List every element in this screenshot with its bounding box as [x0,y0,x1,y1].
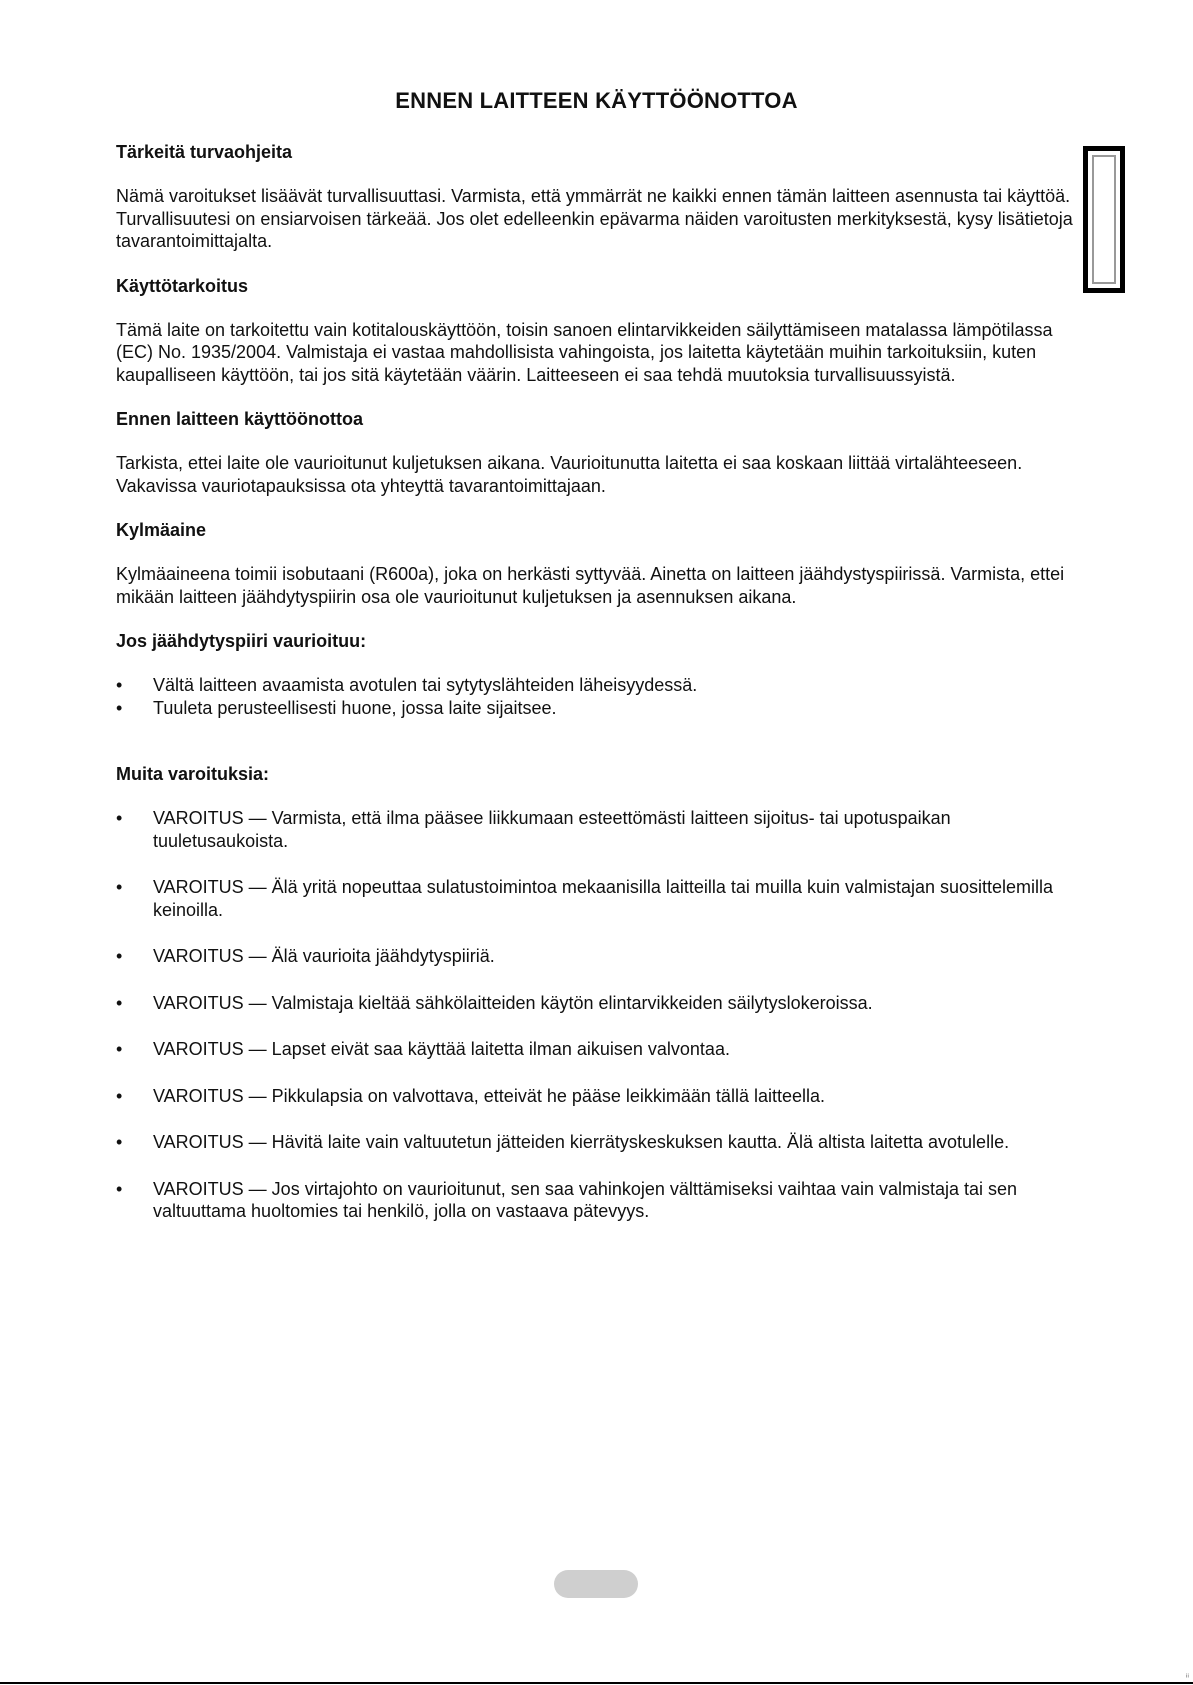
section-text-refrigerant: Kylmäaineena toimii isobutaani (R600a), joka on herkästi syttyvää. Ainetta on laitteen jäähdystyspiirissä. Varmista, ettei mikään laitteen jäähdytyspiirin osa ole vaurioitunut kuljetuksen ja asennuksen aikana. [116,564,1065,607]
list-item: • VAROITUS — Hävitä laite vain valtuutetun jätteiden kierrätyskeskuksen kautta. Älä altista laitetta avotulelle. [116,1132,1010,1152]
circuit-list [116,674,1081,719]
bullet-icon: • [116,1039,123,1059]
list-item: • VAROITUS — Valmistaja kieltää sähkölaitteiden käytön elintarvikkeiden säilytyslokeroissa. [116,992,873,1013]
section-text-safety: Nämä varoitukset lisäävät turvallisuuttasi. Varmista, että ymmärrät ne kaikki ennen tämän laitteen asennusta tai käyttöä. Turvallisuutesi on ensiarvoisen tärkeää. Jos olet edelleenkin epävarma näiden varoitusten merkityksestä, kysy lisätietoja tavarantoimittajalta. [116,186,1073,251]
section-heading-before-use: Ennen laitteen käyttöönottoa [116,409,364,429]
bullet-icon: • [116,946,123,966]
section-heading-refrigerant: Kylmäaine [116,520,207,540]
bullet-icon: • [116,877,123,897]
corner-mark: ⁱⁱ [1185,1672,1189,1682]
bullet-icon: • [116,808,123,828]
page-title: ENNEN LAITTEEN KÄYTTÖÖNOTTOA [395,88,798,113]
list-item: • VAROITUS — Varmista, että ilma pääsee liikkumaan esteettömästi laitteen sijoitus- tai upotuspaikan tuuletusaukoista. [116,808,951,851]
list-item: • VAROITUS — Älä vaurioita jäähdytyspiiriä. [116,946,495,966]
document-body [116,140,1081,1247]
bullet-icon: • [116,1178,123,1199]
bullet-icon: • [116,675,123,695]
warnings-list [116,807,1081,1223]
section-text-before-use: Tarkista, ettei laite ole vaurioitunut kuljetuksen aikana. Vaurioitunutta laitetta ei saa koskaan liittää virtalähteeseen. Vakavissa vauriotapauksissa ota yhteyttä tavarantoimittajaan. [116,453,1023,496]
bottom-rule [0,1682,1193,1684]
bullet-icon: • [116,1085,123,1106]
section-heading-purpose: Käyttötarkoitus [116,275,249,296]
section-text-purpose: Tämä laite on tarkoitettu vain kotitalouskäyttöön, toisin sanoen elintarvikkeiden säilyttämiseen matalassa lämpötilassa (EC) No. 1935/2004. Valmistaja ei vastaa mahdollisista vahingoista, jos laitetta käytetään muihin tarkoituksiin, kuten kaupalliseen käyttöön, tai jos sitä käytetään väärin. Laitteeseen ei saa tehdä muutoksia turvallisuussyistä. [116,319,1053,385]
list-item: • Vältä laitteen avaamista avotulen tai sytytyslähteiden läheisyydessä. [116,675,698,695]
list-item: • VAROITUS — Pikkulapsia on valvottava, etteivät he pääse leikkimään tällä laitteella. [116,1085,825,1106]
warnings-heading: Muita varoituksia: [116,764,270,784]
bullet-icon: • [116,992,123,1013]
list-item: • VAROITUS — Älä yritä nopeuttaa sulatustoimintoa mekaanisilla laitteilla tai muilla kuin valmistajan suosittelemilla keinoilla. [116,877,1054,920]
page-number-pill [554,1570,638,1598]
list-item: • VAROITUS — Lapset eivät saa käyttää laitetta ilman aikuisen valvontaa. [116,1039,730,1059]
bullet-icon: • [116,1132,123,1152]
section-heading-safety: Tärkeitä turvaohjeita [116,142,293,162]
list-item: • Tuuleta perusteellisesti huone, jossa laite sijaitsee. [116,697,557,718]
bullet-icon: • [116,697,123,718]
list-item: • VAROITUS — Jos virtajohto on vaurioitunut, sen saa vahinkojen välttämiseksi vaihtaa vain valmistaja tai sen valtuuttama huoltomies tai henkilö, jolla on vastaava pätevyys. [116,1178,1018,1221]
section-tab-marker [1083,146,1125,293]
circuit-heading: Jos jäähdytyspiiri vaurioituu: [116,631,367,651]
